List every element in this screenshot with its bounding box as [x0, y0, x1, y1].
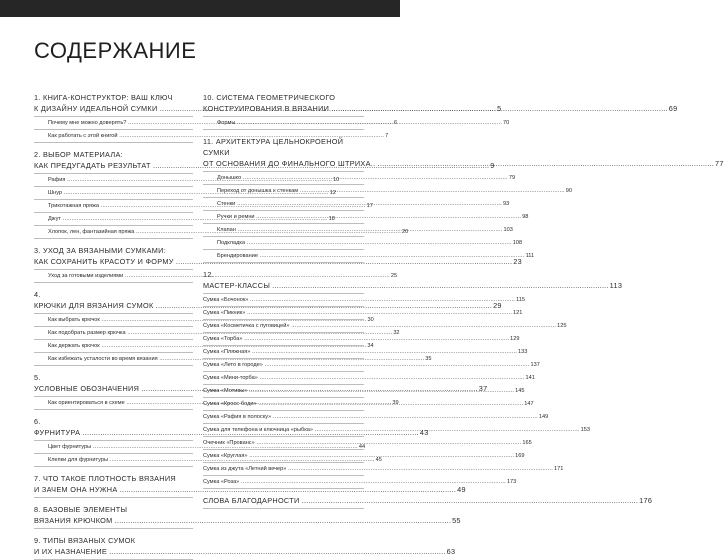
toc-section-number: 8.	[34, 505, 41, 514]
toc-section-title-line1: АРХИТЕКТУРА ЦЕЛЬНОКРОЕНОЙ СУМКИ	[203, 137, 344, 157]
toc-section-number: 6.	[34, 417, 41, 426]
toc-page-number: 169	[515, 453, 525, 459]
toc-page-number: 32	[393, 330, 400, 336]
toc-page-number: 29	[493, 301, 502, 310]
toc-page-number: 93	[502, 201, 510, 207]
toc-section-number: 12.	[203, 270, 215, 279]
toc-entry-title: Как подобрать размер крючка .....	[48, 329, 392, 337]
toc-page-number: 149	[538, 414, 549, 420]
toc-page-number: 35	[425, 356, 432, 362]
toc-entry-title: Клапан .....	[217, 226, 503, 234]
toc-page-number: 145	[515, 388, 525, 394]
toc-section-number: 3.	[34, 246, 41, 255]
toc-page-number: 10	[333, 177, 340, 183]
toc-page-number: 49	[457, 485, 466, 494]
toc-page-number: 5	[497, 104, 502, 113]
toc-entry-title: Донышко .....	[217, 174, 508, 182]
toc-entry-title: Сумка для телефона и ключница «рыбка» .....	[203, 426, 580, 434]
toc-entry-title: Как избежать усталости во время вязания .....	[48, 355, 424, 363]
toc-masterclass-entry[interactable]	[203, 372, 535, 385]
toc-entry-title: Брендирование .....	[217, 252, 525, 260]
toc-page-number: 43	[419, 428, 429, 437]
toc-section-title-line1: ТИПЫ ВЯЗАНЫХ СУМОК	[43, 536, 136, 545]
top-bar	[0, 0, 400, 17]
toc-entry-title: Ручки и ремни .....	[217, 213, 521, 221]
toc-entry-title: Сумка «Торба» .....	[203, 335, 509, 343]
toc-section-title: КОНСТРУИРОВАНИЯ В ВЯЗАНИИ .....	[203, 103, 668, 114]
toc-section-title: ФУРНИТУРА .....	[34, 427, 419, 438]
toc-entry-title: Джут .....	[48, 215, 328, 223]
toc-page-number: 6	[393, 120, 398, 126]
toc-section-title: УСЛОВНЫЕ ОБОЗНАЧЕНИЯ .....	[34, 383, 478, 394]
toc-section-title-line1: СИСТЕМА ГЕОМЕТРИЧЕСКОГО	[216, 93, 336, 102]
toc-page-number: 108	[512, 240, 523, 246]
toc-section-title-line1: КНИГА-КОНСТРУКТОР: ВАШ КЛЮЧ	[43, 93, 173, 102]
toc-page-number: 79	[508, 175, 516, 181]
toc-section-number: 5.	[34, 373, 41, 382]
toc-entry-title: Очечник «Прованс» .....	[203, 439, 521, 447]
toc-page-number: 121	[512, 310, 523, 316]
toc-page-number: 133	[518, 349, 528, 355]
toc-section-title: КАК СОХРАНИТЬ КРАСОТУ И ФОРМУ .....	[34, 256, 512, 267]
toc-section-title: ОТ ОСНОВАНИЯ ДО ФИНАЛЬНОГО ШТРИХА.. .....	[203, 158, 714, 169]
toc-entry-title: Как ориентироваться в схеме .....	[48, 399, 391, 407]
toc-section-entry[interactable]	[34, 529, 456, 560]
toc-section-title: И ЗАЧЕМ ОНА НУЖНА .....	[34, 484, 456, 495]
toc-section-title-line1: БАЗОВЫЕ ЭЛЕМЕНТЫ	[43, 505, 128, 514]
toc-section-title: СЛОВА БЛАГОДАРНОСТИ .....	[203, 495, 638, 506]
toc-page-number: 44	[358, 444, 366, 450]
toc-entry-title: Переход от донышка к стенкам .....	[217, 187, 565, 195]
toc-entry-title: Клепки для фурнитуры .....	[48, 456, 375, 464]
toc-page-number: 12	[329, 190, 336, 196]
toc-masterclass-entry[interactable]	[203, 437, 532, 450]
toc-page-number: 34	[367, 343, 374, 349]
toc-page-number: 176	[639, 496, 653, 505]
toc-page-number: 137	[530, 362, 540, 368]
toc-page-number: 23	[513, 257, 522, 266]
toc-entry-title: Как выбрать крючок .....	[48, 316, 366, 324]
toc-entry-title: Сумка «Пляжная» .....	[203, 348, 517, 356]
toc-masterclass-entry[interactable]	[203, 411, 549, 424]
toc-page-number: 39	[392, 400, 399, 406]
toc-page-number: 147	[524, 401, 534, 407]
toc-section-entry[interactable]	[203, 86, 678, 117]
toc-page-number: 113	[609, 281, 623, 290]
toc-page-number: 90	[565, 188, 572, 194]
toc-entry-title: Хлопок, лен, фантазийная пряжа .....	[48, 228, 401, 236]
toc-section-title: КРЮЧКИ ДЛЯ ВЯЗАНИЯ СУМОК .....	[34, 300, 492, 311]
toc-entry-title: Уход за готовыми изделиями .....	[48, 272, 390, 280]
toc-section-number: 1.	[34, 93, 41, 102]
toc-subsection-entry[interactable]	[203, 185, 572, 198]
toc-section-number: 4.	[34, 290, 41, 299]
toc-page-number: 141	[525, 375, 535, 381]
toc-section-number: 10.	[203, 93, 215, 102]
toc-subsection-entry[interactable]	[203, 172, 516, 185]
toc-page-number: 25	[390, 273, 398, 279]
toc-page-number: 115	[516, 297, 525, 303]
toc-page-number: 69	[668, 104, 678, 113]
toc-page-number: 20	[401, 229, 409, 235]
toc-entry-title: Сумка «Лето в городе» .....	[203, 361, 530, 369]
toc-entry-title: Как работать с этой книгой .....	[48, 132, 384, 140]
toc-section-title: МАСТЕР-КЛАССЫ .....	[203, 280, 609, 291]
toc-page-number: 98	[522, 214, 529, 220]
toc-page-number: 63	[446, 547, 456, 556]
toc-page-number: 129	[510, 336, 520, 342]
toc-section-title: КАК ПРЕДУГАДАТЬ РЕЗУЛЬТАТ .....	[34, 160, 489, 171]
toc-section-entry[interactable]	[203, 130, 724, 172]
toc-entry-title: Сумка «Мини-торба» .....	[203, 374, 525, 382]
toc-page-number: 55	[452, 516, 461, 525]
page-title: СОДЕРЖАНИЕ	[34, 38, 197, 63]
toc-entry-title: Сумка «Рафия в полоску» .....	[203, 413, 538, 421]
toc-entry-title: Подкладка .....	[217, 239, 512, 247]
toc-page-number: 9	[490, 161, 495, 170]
toc-section-title: ВЯЗАНИЯ КРЮЧКОМ .....	[34, 515, 451, 526]
toc-entry-title: Сумка «Пикник» .....	[203, 309, 512, 317]
toc-page-number: 7	[385, 133, 389, 139]
toc-page-number: 125	[557, 323, 567, 329]
toc-page-number: 153	[580, 427, 590, 433]
toc-page-number: 111	[525, 253, 535, 259]
toc-section-number: 7.	[34, 474, 41, 483]
toc-page-number: 17	[366, 203, 373, 209]
toc-entry-title: Как держать крючок .....	[48, 342, 366, 350]
toc-subsection-entry[interactable]	[203, 117, 510, 130]
toc-page-number: 103	[503, 227, 513, 233]
toc-page-number: 77	[714, 159, 724, 168]
toc-entry-title: Сумка «Косметичка с пуговицей» .....	[203, 322, 556, 330]
toc-entry-title: Стенки .....	[217, 200, 502, 208]
toc-entry-title: Рафия .....	[48, 176, 332, 184]
toc-page-number: 165	[522, 440, 532, 446]
toc-page-number: 70	[502, 120, 510, 126]
toc-entry-title: Трикотажная пряжа .....	[48, 202, 366, 210]
toc-entry-title: Шнур .....	[48, 189, 329, 197]
toc-entry-title: Цвет фурнитуры .....	[48, 443, 358, 451]
toc-section-number: 2.	[34, 150, 41, 159]
toc-page-number: 30	[367, 317, 374, 323]
toc-entry-title: Почему мне можно доверять? .....	[48, 119, 393, 127]
toc-entry-title: Сумка «Бочонок» .....	[203, 296, 515, 304]
toc-masterclass-entry[interactable]	[203, 476, 517, 489]
toc-section-title: И ИХ НАЗНАЧЕНИЕ .....	[34, 546, 446, 557]
toc-entry-title: Сумка «Кросс-боди» .....	[203, 400, 523, 408]
toc-section-title-line1: ЧТО ТАКОЕ ПЛОТНОСТЬ ВЯЗАНИЯ	[43, 474, 176, 483]
toc-entry-title: Сумка «Круглая» .....	[203, 452, 514, 460]
toc-subsection-entry[interactable]	[203, 237, 523, 250]
toc-page-number: 45	[375, 457, 382, 463]
toc-page-number: 18	[328, 216, 335, 222]
toc-section-number: 9.	[34, 536, 41, 545]
toc-entry-title: Сумка «Мотивы» .....	[203, 387, 514, 395]
toc-page-number: 171	[554, 466, 564, 472]
toc-subsection-entry[interactable]	[203, 211, 529, 224]
toc-page-number: 173	[506, 479, 517, 485]
toc-page-number: 37	[478, 384, 488, 393]
toc-section-title-line1: УХОД ЗА ВЯЗАНЫМИ СУМКАМИ:	[43, 246, 167, 255]
toc-section-number: 11.	[203, 137, 214, 146]
toc-entry-title: Формы .....	[217, 119, 502, 127]
toc-entry-title: Сумка «Роза» .....	[203, 478, 506, 486]
toc-section-title-line1: ВЫБОР МАТЕРИАЛА:	[43, 150, 123, 159]
toc-section-title: К ДИЗАЙНУ ИДЕАЛЬНОЙ СУМКИ .....	[34, 103, 496, 114]
toc-entry-title: Сумка из джута «Летний вечер» .....	[203, 465, 553, 473]
toc-masterclass-entry[interactable]	[203, 463, 564, 476]
